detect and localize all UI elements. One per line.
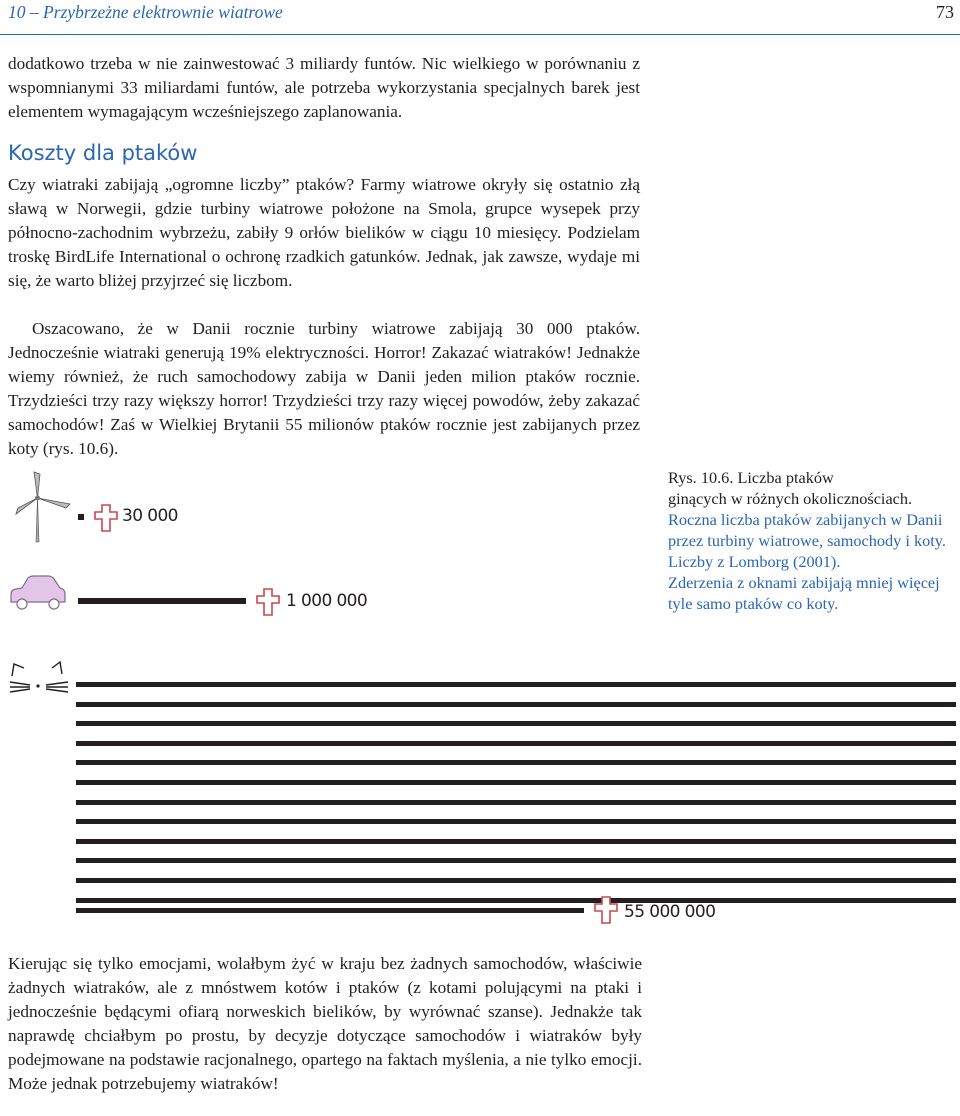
running-header-title: 10 – Przybrzeżne elektrownie wiatrowe [8, 2, 283, 22]
header-rule [0, 34, 960, 35]
caption-description: Roczna liczba ptaków zabijanych w Danii przez turbiny wiatrowe, samochody i koty. Liczby z Lomborg (2001). [668, 510, 946, 571]
paragraph-conclusion: Kierując się tylko emocjami, wolałbym żyć w kraju bez żadnych samochodów, właściwie żadnych wiatraków, ale z mnóstwem kotów i ptaków (z kotami polującymi na ptaki i jednocześnie będącymi ofiarą norweskich bielików, by wyrównać szanse). Jednakże tak naprawdę chciałbym po prostu, by decyzje dotyczące samochodów i wiatraków były podejmowane na podstawie racjonalnego, opartego na faktach myślenia, a nie tylko emocji. Może jednak potrzebujemy wiatraków! [8, 954, 642, 1093]
cats-bar-line [76, 721, 956, 726]
wind-turbine-icon [14, 470, 74, 546]
paragraph-intro: dodatkowo trzeba w nie zainwestować 3 miliardy funtów. Nic wielkiego w porównaniu z wspomnianymi 33 miliardami funtów, ale potrzeba wykorzystania specjalnych barek jest elementem wymagającym wcześniejszego zaplanowania. [8, 54, 640, 121]
cats-bar-line [76, 908, 584, 913]
car-icon [8, 574, 68, 612]
cats-bar-line [76, 839, 956, 844]
wind-turbine-value: 30 000 [122, 506, 178, 526]
cross-icon [94, 504, 118, 532]
wind-turbine-bar [78, 514, 84, 520]
page-number: 73 [936, 2, 954, 22]
cats-value: 55 000 000 [624, 902, 716, 922]
caption-subtitle: ginących w różnych okolicznościach. [668, 489, 913, 508]
caption-title: Rys. 10.6. Liczba ptaków [668, 468, 834, 487]
cross-icon [594, 896, 618, 924]
paragraph-denmark: Oszacowano, że w Danii rocznie turbiny wiatrowe zabijają 30 000 ptaków. Jednocześnie wiatraki generują 19% elektryczności. Horror! Zakazać wiatraków! Jednakże wiemy również, że ruch samochodowy zabija w Danii jeden milion ptaków rocznie. Trzydzieści trzy razy większy horror! Trzydzieści trzy razy więcej powodów, żeby zakazać samochodów! Zaś w Wielkiej Brytanii 55 milionów ptaków rocznie jest zabijanych przez koty (rys. 10.6). [8, 319, 640, 458]
cats-bar-line [76, 800, 956, 805]
caption-note: Zderzenia z oknami zabijają mniej więcej tyle samo ptaków co koty. [668, 573, 940, 613]
cat-face-icon [8, 660, 74, 694]
cars-value: 1 000 000 [286, 591, 368, 611]
cats-bar-line [76, 819, 956, 824]
cats-bar-line [76, 780, 956, 785]
cats-bar-line [76, 741, 956, 746]
cats-bar-line [76, 898, 956, 903]
cars-bar [78, 598, 246, 604]
bird-deaths-figure [0, 460, 960, 940]
cats-bar-line [76, 878, 956, 883]
paragraph-birds: Czy wiatraki zabijają „ogromne liczby” ptaków? Farmy wiatrowe okryły się ostatnio złą sławą w Norwegii, gdzie turbiny wiatrowe położone na Smola, grupce wysepek przy północno-zachodnim wybrzeżu, zabiły 9 orłów bielików w ciągu 10 miesięcy. Podzielam troskę BirdLife International o ochronę rzadkich gatunków. Jednak, jak zawsze, wydaje mi się, że warto bliżej przyjrzeć się liczbom. [8, 175, 640, 290]
cats-bar-line [76, 760, 956, 765]
cats-bar-line [76, 702, 956, 707]
section-title: Koszty dla ptaków [8, 141, 198, 165]
cats-bar-line [76, 682, 956, 687]
cross-icon [256, 588, 280, 616]
cats-bar-line [76, 858, 956, 863]
